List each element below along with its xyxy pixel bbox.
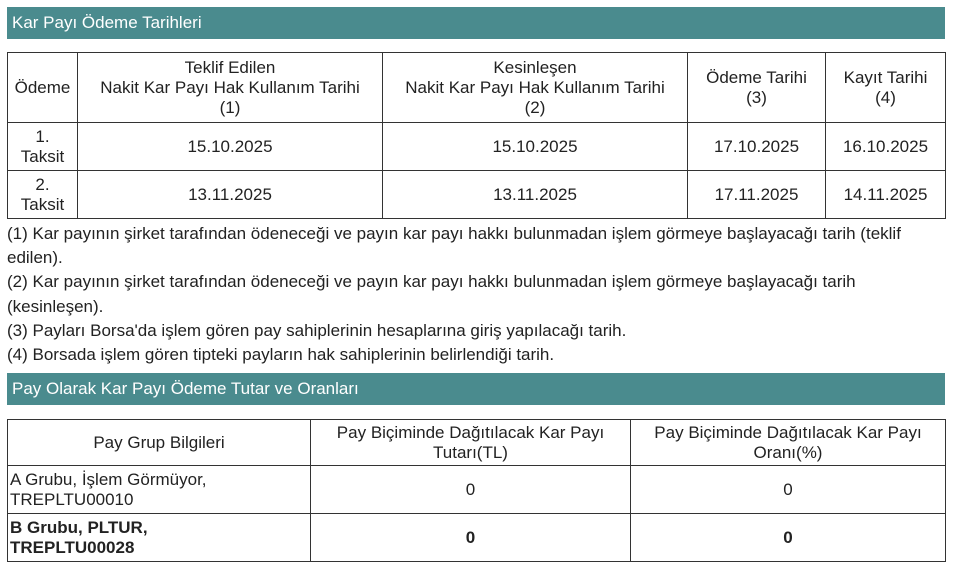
share-dividend-table: [7, 419, 946, 562]
footnote-2: (2) Kar payının şirket tarafından ödeneceği ve payın kar payı hakkı bulunmadan işlem görmeye başlayacağı tarih (kesinleşen).: [7, 272, 856, 316]
footnote-4: (4) Borsada işlem gören tipteki payların hak sahiplerinin belirlendiği tarih.: [7, 345, 555, 365]
kayit-date: 14.11.2025: [826, 171, 946, 219]
tutar-cell: 0: [311, 466, 631, 514]
header-tutar: Pay Biçiminde Dağıtılacak Kar Payı Tutarı(TL): [311, 420, 631, 466]
section-title-payment-dates: Kar Payı Ödeme Tarihleri: [7, 7, 945, 39]
footnote-3: (3) Payları Borsa'da işlem gören pay sahiplerinin hesaplarına giriş yapılacağı tarih.: [7, 320, 627, 340]
footnotes: [7, 222, 952, 367]
header-kesinlesen: Kesinleşen Nakit Kar Payı Hak Kullanım Tarihi (2): [383, 53, 688, 123]
header-odeme-tarihi: Ödeme Tarihi (3): [688, 53, 826, 123]
table-row: [8, 466, 946, 514]
oran-cell: 0: [631, 466, 946, 514]
odeme-date: 17.10.2025: [688, 123, 826, 171]
header-teklif: Teklif Edilen Nakit Kar Payı Hak Kullanım Tarihi (1): [78, 53, 383, 123]
header-kayit-tarihi: Kayıt Tarihi (4): [826, 53, 946, 123]
table-header-row: [8, 420, 946, 466]
table-row: [8, 171, 946, 219]
taksit-cell: 1. Taksit: [8, 123, 78, 171]
grup-cell: B Grubu, PLTUR, TREPLTU00028: [8, 514, 311, 562]
header-oran: Pay Biçiminde Dağıtılacak Kar Payı Oranı(%): [631, 420, 946, 466]
grup-cell: A Grubu, İşlem Görmüyor, TREPLTU00010: [8, 466, 311, 514]
teklif-date: 13.11.2025: [78, 171, 383, 219]
taksit-cell: 2. Taksit: [8, 171, 78, 219]
tutar-cell: 0: [311, 514, 631, 562]
header-odeme: Ödeme: [8, 53, 78, 123]
table-header-row: [8, 53, 946, 123]
table-row: [8, 123, 946, 171]
odeme-date: 17.11.2025: [688, 171, 826, 219]
footnote-1: (1) Kar payının şirket tarafından ödeneceği ve payın kar payı hakkı bulunmadan işlem görmeye başlayacağı tarih (teklif edilen).: [7, 224, 901, 268]
payment-dates-table: [7, 52, 946, 219]
header-grup: Pay Grup Bilgileri: [8, 420, 311, 466]
kesinlesen-date: 15.10.2025: [383, 123, 688, 171]
kayit-date: 16.10.2025: [826, 123, 946, 171]
oran-cell: 0: [631, 514, 946, 562]
section-title-share-dividend: Pay Olarak Kar Payı Ödeme Tutar ve Oranları: [7, 373, 945, 405]
teklif-date: 15.10.2025: [78, 123, 383, 171]
kesinlesen-date: 13.11.2025: [383, 171, 688, 219]
table-row: [8, 514, 946, 562]
